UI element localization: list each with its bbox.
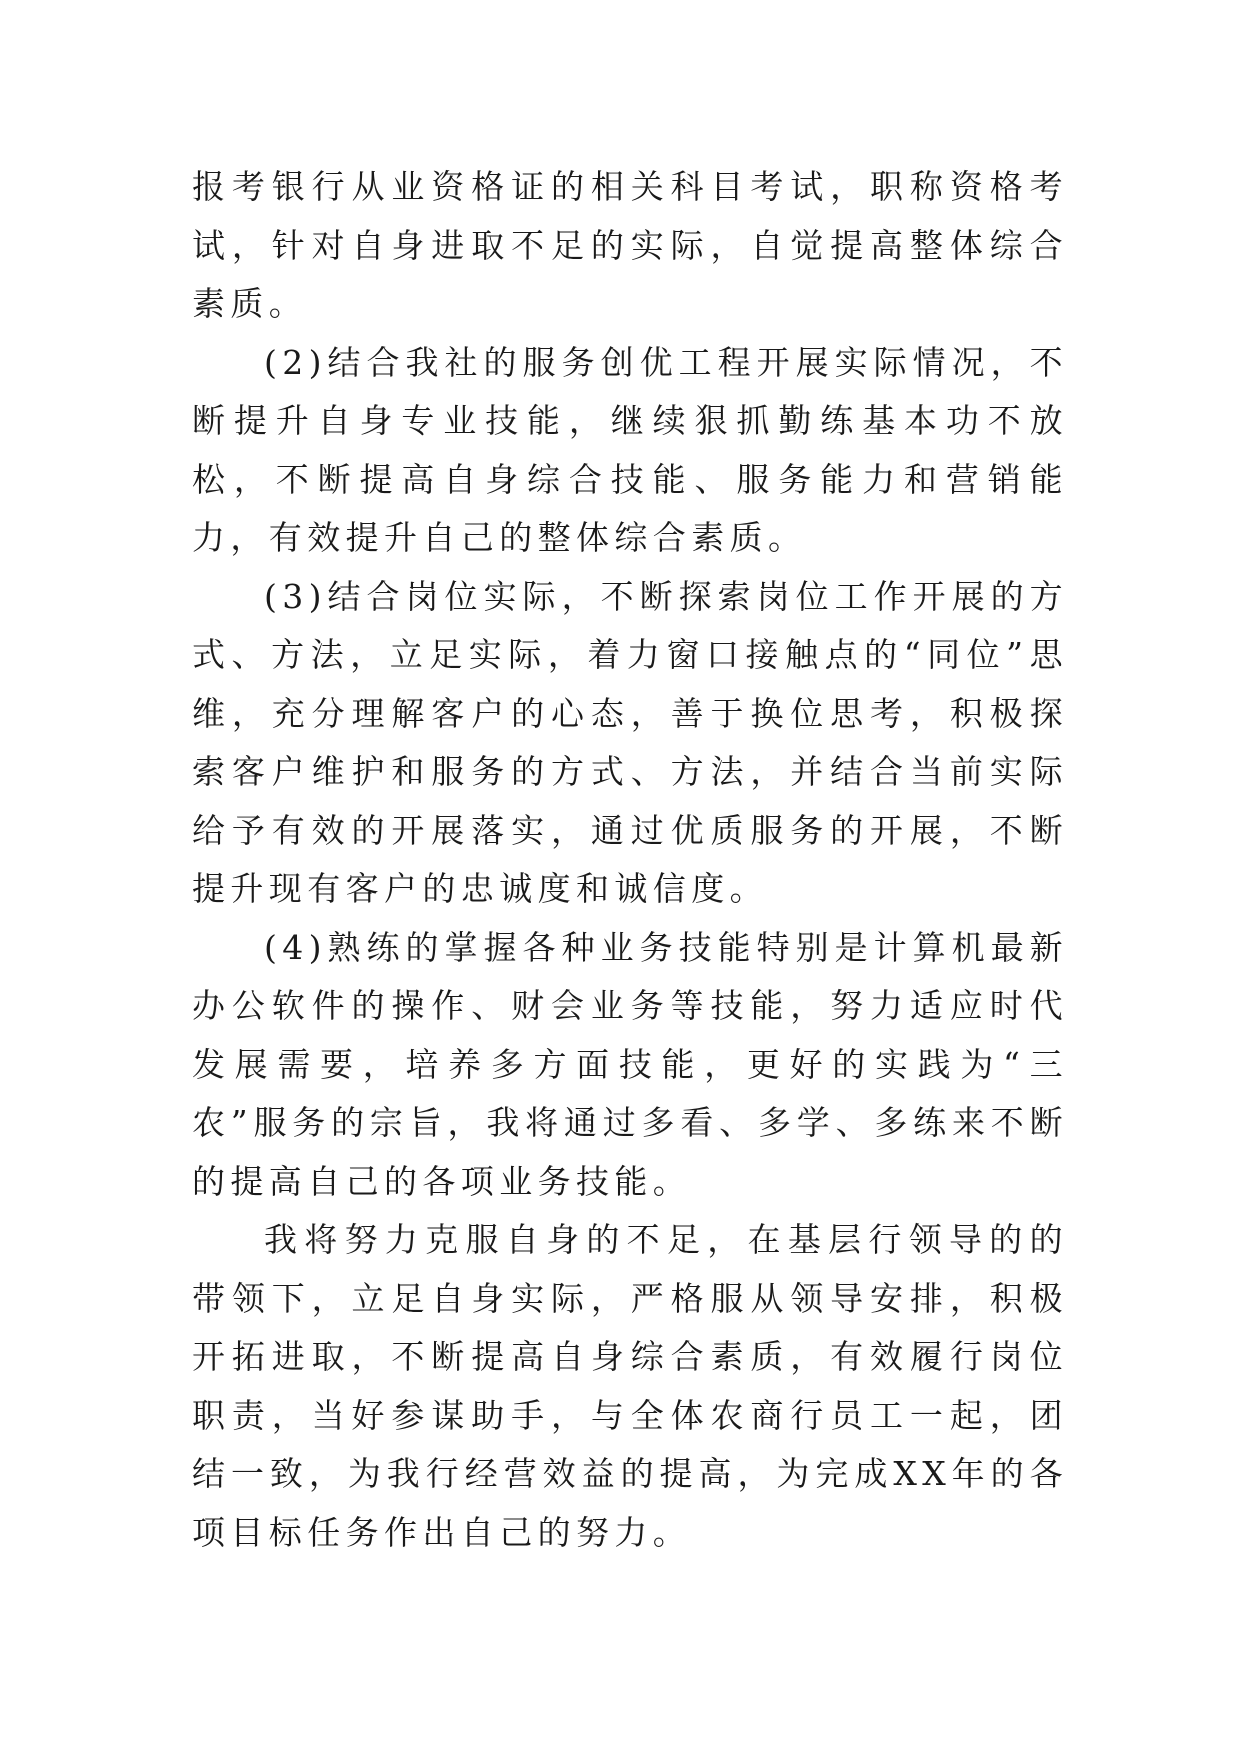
paragraph-4: (4)熟练的掌握各种业务技能特别是计算机最新办公软件的操作、财会业务等技能，努力适应时代发展需要，培养多方面技能，更好的实践为“三农”服务的宗旨，我将通过多看、多学、多练来不断的提高自己的各项业务技能。 <box>192 927 1068 1201</box>
paragraph-1: 报考银行从业资格证的相关科目考试，职称资格考试，针对自身进取不足的实际，自觉提高整体综合素质。 <box>192 167 1068 323</box>
paragraph-3: (3)结合岗位实际，不断探索岗位工作开展的方式、方法，立足实际，着力窗口接触点的“同位”思维，充分理解客户的心态，善于换位思考，积极探索客户维护和服务的方式、方法，并结合当前实际给予有效的开展落实，通过优质服务的开展，不断提升现有客户的忠诚度和诚信度。 <box>192 576 1068 908</box>
document-body <box>192 158 1068 1562</box>
paragraph-5: 我将努力克服自身的不足，在基层行领导的的带领下，立足自身实际，严格服从领导安排，积极开拓进取，不断提高自身综合素质，有效履行岗位职责，当好参谋助手，与全体农商行员工一起，团结一致，为我行经营效益的提高，为完成XX年的各项目标任务作出自己的努力。 <box>192 1220 1068 1552</box>
paragraph-2: (2)结合我社的服务创优工程开展实际情况，不断提升自身专业技能，继续狠抓勤练基本功不放松，不断提高自身综合技能、服务能力和营销能力，有效提升自己的整体综合素质。 <box>192 342 1068 557</box>
